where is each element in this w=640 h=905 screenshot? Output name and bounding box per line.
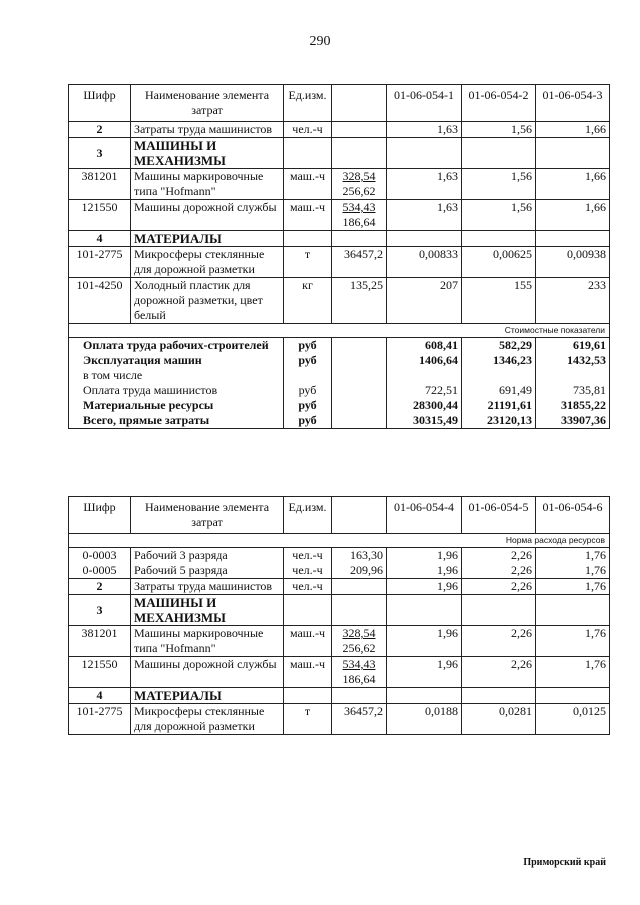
- row-value: 0,0188: [387, 704, 462, 735]
- row-code: 0-0005: [69, 563, 131, 579]
- norm-note: Норма расхода ресурсов: [69, 534, 610, 548]
- table-row: [69, 169, 610, 200]
- row-value: 1,76: [536, 579, 610, 595]
- row-value: 1,66: [536, 200, 610, 231]
- row-value: 0,0281: [462, 704, 536, 735]
- row-unit: чел.-ч: [284, 563, 332, 579]
- cost-row: [69, 353, 610, 383]
- table-row: [69, 563, 610, 579]
- page-number: 290: [309, 34, 331, 49]
- cost-unit: руб: [284, 338, 332, 354]
- table-row: [69, 278, 610, 324]
- row-unit: кг: [284, 278, 332, 324]
- row-value: 2,26: [462, 579, 536, 595]
- cost-value: 722,51: [387, 383, 462, 398]
- row-value: 233: [536, 278, 610, 324]
- cost-unit: руб: [284, 353, 332, 383]
- header-price: [332, 497, 387, 534]
- row-name: Холодный пластик для дорожной разметки, цвет белый: [131, 278, 284, 324]
- table-row: [69, 231, 610, 247]
- row-code: 121550: [69, 200, 131, 231]
- cost-row: [69, 413, 610, 429]
- cost-unit: руб: [284, 413, 332, 429]
- table-row: [69, 657, 610, 688]
- row-value: 1,76: [536, 563, 610, 579]
- header-unit: Ед.изм.: [284, 85, 332, 122]
- header-col-2: 01-06-054-2: [462, 85, 536, 122]
- cost-unit: руб: [284, 398, 332, 413]
- row-name: Машины маркировочные типа "Hofmann": [131, 626, 284, 657]
- table-row: [69, 688, 610, 704]
- row-value: 1,96: [387, 626, 462, 657]
- table-row: [69, 579, 610, 595]
- cost-row: [69, 338, 610, 354]
- row-code: 2: [69, 579, 131, 595]
- header-code: Шифр: [69, 85, 131, 122]
- row-code: 101-4250: [69, 278, 131, 324]
- cost-name: Эксплуатация машин в том числе: [69, 353, 284, 383]
- cost-name: Оплата труда рабочих-строителей: [69, 338, 284, 354]
- header-col-4: 01-06-054-4: [387, 497, 462, 534]
- row-value: 2,26: [462, 563, 536, 579]
- table-header-row: [69, 497, 610, 534]
- cost-value: 23120,13: [462, 413, 536, 429]
- cost-value: 691,49: [462, 383, 536, 398]
- cost-value: 30315,49: [387, 413, 462, 429]
- section-title: МАТЕРИАЛЫ: [131, 231, 284, 247]
- row-value: 0,00625: [462, 247, 536, 278]
- row-name: Затраты труда машинистов: [131, 122, 284, 138]
- row-value: 1,56: [462, 169, 536, 200]
- row-value: 1,96: [387, 563, 462, 579]
- row-code: 121550: [69, 657, 131, 688]
- footer-region: Приморский край: [523, 857, 606, 868]
- row-name: Микросферы стеклянные для дорожной разметки: [131, 704, 284, 735]
- row-price: 36457,2: [332, 247, 387, 278]
- table-row: [69, 247, 610, 278]
- row-value: 1,76: [536, 548, 610, 564]
- row-unit: т: [284, 704, 332, 735]
- row-name: Машины дорожной службы: [131, 200, 284, 231]
- cost-value: 21191,61: [462, 398, 536, 413]
- header-col-5: 01-06-054-5: [462, 497, 536, 534]
- row-value: 0,0125: [536, 704, 610, 735]
- table-row: [69, 548, 610, 564]
- row-price: 135,25: [332, 278, 387, 324]
- header-col-3: 01-06-054-3: [536, 85, 610, 122]
- row-value: 2,26: [462, 626, 536, 657]
- cost-value: 31855,22: [536, 398, 610, 413]
- row-value: 1,63: [387, 200, 462, 231]
- row-unit: маш.-ч: [284, 200, 332, 231]
- row-value: 1,63: [387, 169, 462, 200]
- row-unit: чел.-ч: [284, 579, 332, 595]
- row-unit: чел.-ч: [284, 548, 332, 564]
- row-value: 1,66: [536, 122, 610, 138]
- row-code: 2: [69, 122, 131, 138]
- row-name: Машины дорожной службы: [131, 657, 284, 688]
- cost-name: Всего, прямые затраты: [69, 413, 284, 429]
- table-row: [69, 122, 610, 138]
- row-value: 1,76: [536, 657, 610, 688]
- row-value: 1,56: [462, 200, 536, 231]
- norm-note-row: [69, 534, 610, 548]
- row-price: 163,30: [332, 548, 387, 564]
- header-unit: Ед.изм.: [284, 497, 332, 534]
- section-number: 4: [69, 688, 131, 704]
- cost-note: Стоимостные показатели: [69, 324, 610, 338]
- row-value: 1,96: [387, 548, 462, 564]
- section-title: МАШИНЫ И МЕХАНИЗМЫ: [131, 595, 284, 626]
- cost-value: 582,29: [462, 338, 536, 354]
- row-value: 1,66: [536, 169, 610, 200]
- table-row: [69, 595, 610, 626]
- row-code: 101-2775: [69, 247, 131, 278]
- row-price: 36457,2: [332, 704, 387, 735]
- row-name: Рабочий 3 разряда: [131, 548, 284, 564]
- cost-name: Материальные ресурсы: [69, 398, 284, 413]
- cost-row: [69, 398, 610, 413]
- header-name: Наименование элемента затрат: [131, 85, 284, 122]
- row-price: 328,54 256,62: [332, 169, 387, 200]
- row-value: 155: [462, 278, 536, 324]
- row-unit: маш.-ч: [284, 169, 332, 200]
- section-number: 4: [69, 231, 131, 247]
- table-row: [69, 626, 610, 657]
- row-name: Машины маркировочные типа "Hofmann": [131, 169, 284, 200]
- table-row: [69, 200, 610, 231]
- row-code: 381201: [69, 169, 131, 200]
- cost-note-row: [69, 324, 610, 338]
- header-col-1: 01-06-054-1: [387, 85, 462, 122]
- row-name: Рабочий 5 разряда: [131, 563, 284, 579]
- cost-value: 608,41: [387, 338, 462, 354]
- row-value: 1,96: [387, 657, 462, 688]
- header-name: Наименование элемента затрат: [131, 497, 284, 534]
- section-title: МАТЕРИАЛЫ: [131, 688, 284, 704]
- row-price: 209,96: [332, 563, 387, 579]
- cost-unit: руб: [284, 383, 332, 398]
- row-code: 381201: [69, 626, 131, 657]
- row-value: 1,96: [387, 579, 462, 595]
- table-row: [69, 704, 610, 735]
- cost-name: Оплата труда машинистов: [69, 383, 284, 398]
- resource-table-2: [68, 496, 610, 735]
- row-price: 328,54 256,62: [332, 626, 387, 657]
- row-price: 534,43 186,64: [332, 200, 387, 231]
- cost-value: 735,81: [536, 383, 610, 398]
- row-unit: т: [284, 247, 332, 278]
- cost-value: 1432,53: [536, 353, 610, 383]
- cost-value: 28300,44: [387, 398, 462, 413]
- cost-value: 619,61: [536, 338, 610, 354]
- row-value: 2,26: [462, 657, 536, 688]
- row-value: 0,00833: [387, 247, 462, 278]
- cost-value: 33907,36: [536, 413, 610, 429]
- table-header-row: [69, 85, 610, 122]
- cost-value: 1406,64: [387, 353, 462, 383]
- row-value: 1,63: [387, 122, 462, 138]
- cost-row: [69, 383, 610, 398]
- header-code: Шифр: [69, 497, 131, 534]
- row-unit: чел.-ч: [284, 122, 332, 138]
- cost-value: 1346,23: [462, 353, 536, 383]
- section-number: 3: [69, 595, 131, 626]
- header-price: [332, 85, 387, 122]
- row-value: 207: [387, 278, 462, 324]
- row-value: 2,26: [462, 548, 536, 564]
- row-name: Затраты труда машинистов: [131, 579, 284, 595]
- section-title: МАШИНЫ И МЕХАНИЗМЫ: [131, 138, 284, 169]
- row-unit: маш.-ч: [284, 657, 332, 688]
- table-row: [69, 138, 610, 169]
- row-code: 0-0003: [69, 548, 131, 564]
- row-value: 1,56: [462, 122, 536, 138]
- row-name: Микросферы стеклянные для дорожной разметки: [131, 247, 284, 278]
- section-number: 3: [69, 138, 131, 169]
- header-col-6: 01-06-054-6: [536, 497, 610, 534]
- row-code: 101-2775: [69, 704, 131, 735]
- resource-table-1: [68, 84, 610, 429]
- row-unit: маш.-ч: [284, 626, 332, 657]
- row-value: 1,76: [536, 626, 610, 657]
- row-value: 0,00938: [536, 247, 610, 278]
- row-price: 534,43 186,64: [332, 657, 387, 688]
